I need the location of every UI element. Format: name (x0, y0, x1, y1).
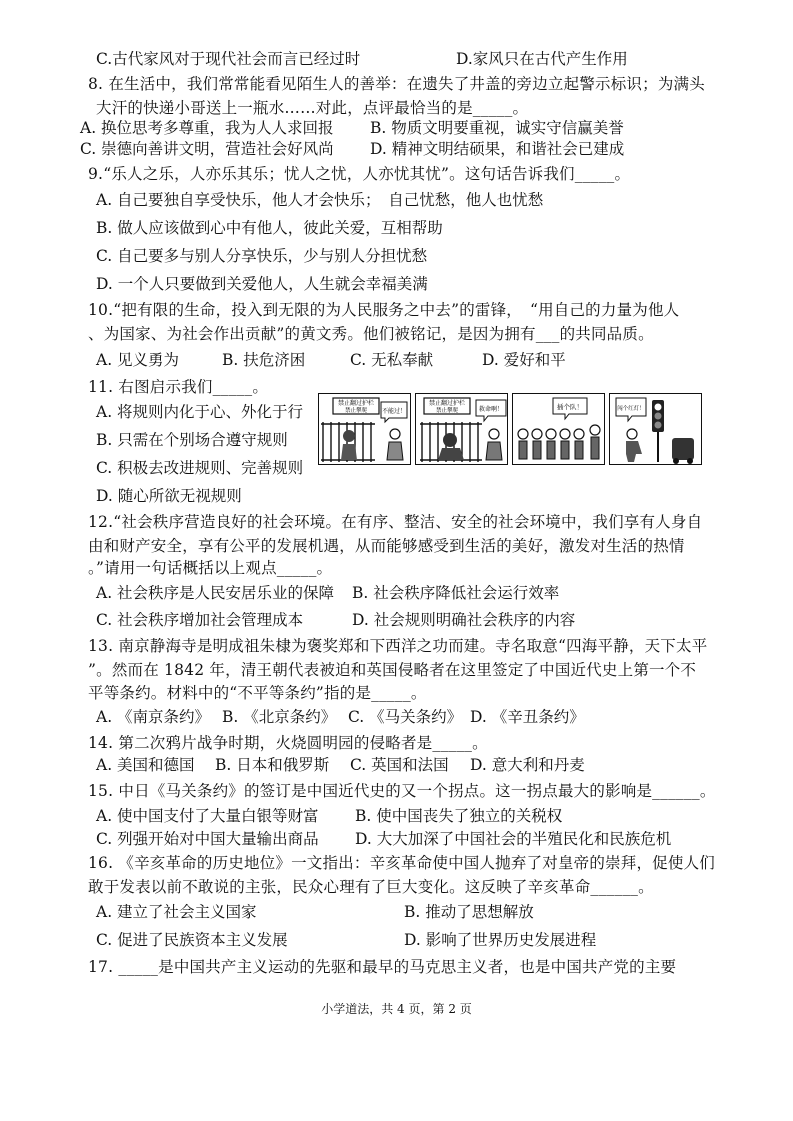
panel1-sign-text-2: 禁止攀爬 (344, 408, 368, 414)
q11-stem: 11. 右图启示我们_____。 (88, 378, 269, 396)
q12-stem-line-1: 12.“社会秩序营造良好的社会环境。在有序、整洁、安全的社会环境中，我们享有人身自 (88, 513, 703, 531)
q13-stem-line-2: ”。然而在 1842 年，清王朝代表被迫和英国侵略者在这里签定了中国近代史上第一个不 (88, 661, 697, 679)
panel2-sign-text: 禁止翻过护栏 (428, 400, 466, 407)
q8-stem-line-2: 大汗的快递小哥送上一瓶水……对此，点评最恰当的是_____。 (96, 99, 529, 117)
q16-stem-line-2: 敢于发表以前不敢说的主张，民众心理有了巨大变化。这反映了辛亥革命______。 (88, 878, 654, 896)
q15-stem: 15. 中日《马关条约》的签订是中国近代史的又一个拐点。这一拐点最大的影响是______。 (88, 782, 716, 800)
q13-option-a[interactable]: A. 《南京条约》 (96, 708, 211, 726)
q7-option-c[interactable]: C.古代家风对于现代社会而言已经过时 (96, 50, 361, 68)
q12-option-d[interactable]: D. 社会规则明确社会秩序的内容 (352, 611, 576, 629)
q10-stem-line-1: 10.“把有限的生命，投入到无限的为人民服务之中去”的雷锋， “用自己的力量为他人 (88, 301, 680, 319)
q14-option-d[interactable]: D. 意大利和丹麦 (470, 756, 585, 774)
q16-option-a[interactable]: A. 建立了社会主义国家 (96, 903, 257, 921)
q12-option-b[interactable]: B. 社会秩序降低社会运行效率 (352, 584, 560, 602)
q9-option-d[interactable]: D. 一个人只要做到关爱他人，人生就会幸福美满 (96, 275, 428, 293)
panel1-sign-text: 禁止翻过护栏 (337, 400, 375, 407)
q8-option-c[interactable]: C. 崇德向善讲文明，营造社会好风尚 (80, 140, 334, 158)
q10-option-a[interactable]: A. 见义勇为 (96, 351, 180, 369)
panel2-bubble: 救命啊！ (478, 406, 504, 413)
q13-stem-line-1: 13. 南京静海寺是明成祖朱棣为褒奖郑和下西洋之功而建。寺名取意“四海平静，天下太平 (88, 637, 708, 655)
panel2-sign-text-2: 禁止攀爬 (435, 408, 459, 414)
q14-stem: 14. 第二次鸦片战争时期，火烧圆明园的侵略者是_____。 (88, 734, 488, 752)
q16-stem-line-1: 16. 《辛亥革命的历史地位》一文指出：辛亥革命使中国人抛弃了对皇帝的崇拜，促使人们 (88, 854, 715, 872)
comic-panel-1 (318, 393, 411, 465)
panel4-bubble: 闯个红灯！ (617, 406, 645, 412)
q15-option-a[interactable]: A. 使中国支付了大量白银等财富 (96, 807, 319, 825)
q11-option-b[interactable]: B. 只需在个别场合遵守规则 (96, 431, 288, 449)
q10-option-b[interactable]: B. 扶危济困 (222, 351, 306, 369)
q11-option-a[interactable]: A. 将规则内化于心、外化于行 (96, 403, 304, 421)
comic-panel-2 (415, 393, 508, 465)
q11-option-d[interactable]: D. 随心所欲无视规则 (96, 487, 242, 505)
q14-option-a[interactable]: A. 美国和德国 (96, 756, 195, 774)
q9-stem: 9.“乐人之乐，人亦乐其乐；忧人之忧，人亦忧其忧”。这句话告诉我们_____。 (88, 165, 631, 183)
q14-option-b[interactable]: B. 日本和俄罗斯 (215, 756, 330, 774)
q15-option-c[interactable]: C. 列强开始对中国大量输出商品 (96, 830, 319, 848)
q17-stem: 17. _____是中国共产主义运动的先驱和最早的马克思主义者，也是中国共产党的主要 (88, 958, 677, 976)
q12-stem-line-2: 由和财产安全，享有公平的发展机遇，从而能够感受到生活的美好，激发对生活的热情 (88, 537, 685, 555)
q8-stem-line-1: 8. 在生活中，我们常常能看见陌生人的善举：在遗失了井盖的旁边立起警示标识；为满头 (88, 75, 705, 93)
q13-stem-line-3: 平等条约。材料中的“不平等条约”指的是_____。 (88, 684, 427, 702)
q10-option-c[interactable]: C. 无私奉献 (350, 351, 434, 369)
q12-stem-line-3: 。”请用一句话概括以上观点_____。 (88, 559, 333, 577)
q11-comic-strip (318, 393, 703, 465)
panel3-bubble: 插个队！ (557, 403, 583, 411)
q11-option-c[interactable]: C. 积极去改进规则、完善规则 (96, 459, 304, 477)
q10-option-d[interactable]: D. 爱好和平 (482, 351, 566, 369)
q12-option-c[interactable]: C. 社会秩序增加社会管理成本 (96, 611, 304, 629)
panel1-bubble: 不能过！ (381, 408, 407, 415)
q16-option-b[interactable]: B. 推动了思想解放 (404, 903, 534, 921)
comic-panel-4 (609, 393, 702, 465)
q13-option-c[interactable]: C. 《马关条约》 (348, 708, 463, 726)
q15-option-b[interactable]: B. 使中国丧失了独立的关税权 (355, 807, 563, 825)
q16-option-d[interactable]: D. 影响了世界历史发展进程 (404, 931, 597, 949)
q9-option-b[interactable]: B. 做人应该做到心中有他人，彼此关爱，互相帮助 (96, 219, 443, 237)
q13-option-b[interactable]: B. 《北京条约》 (222, 708, 337, 726)
q8-option-d[interactable]: D. 精神文明结硕果，和谐社会已建成 (370, 140, 625, 158)
q8-option-a[interactable]: A. 换位思考多尊重，我为人人求回报 (80, 119, 334, 137)
q9-option-a[interactable]: A. 自己要独自享受快乐，他人才会快乐； 自己忧愁，他人也忧愁 (96, 191, 544, 209)
q14-option-c[interactable]: C. 英国和法国 (350, 756, 449, 774)
q12-option-a[interactable]: A. 社会秩序是人民安居乐业的保障 (96, 584, 335, 602)
page-footer: 小学道法，共 4 页，第 2 页 (321, 1002, 472, 1016)
q9-option-c[interactable]: C. 自己要多与别人分享快乐，少与别人分担忧愁 (96, 247, 428, 265)
q7-option-d[interactable]: D.家风只在古代产生作用 (456, 50, 628, 68)
q15-option-d[interactable]: D. 大大加深了中国社会的半殖民化和民族危机 (355, 830, 672, 848)
q10-stem-line-2: 、为国家、为社会作出贡献”的黄文秀。他们被铭记，是因为拥有___的共同品质。 (88, 325, 654, 343)
q16-option-c[interactable]: C. 促进了民族资本主义发展 (96, 931, 288, 949)
q8-option-b[interactable]: B. 物质文明要重视，诚实守信赢美誉 (370, 119, 624, 137)
q13-option-d[interactable]: D. 《辛丑条约》 (470, 708, 585, 726)
comic-panel-3 (512, 393, 605, 465)
